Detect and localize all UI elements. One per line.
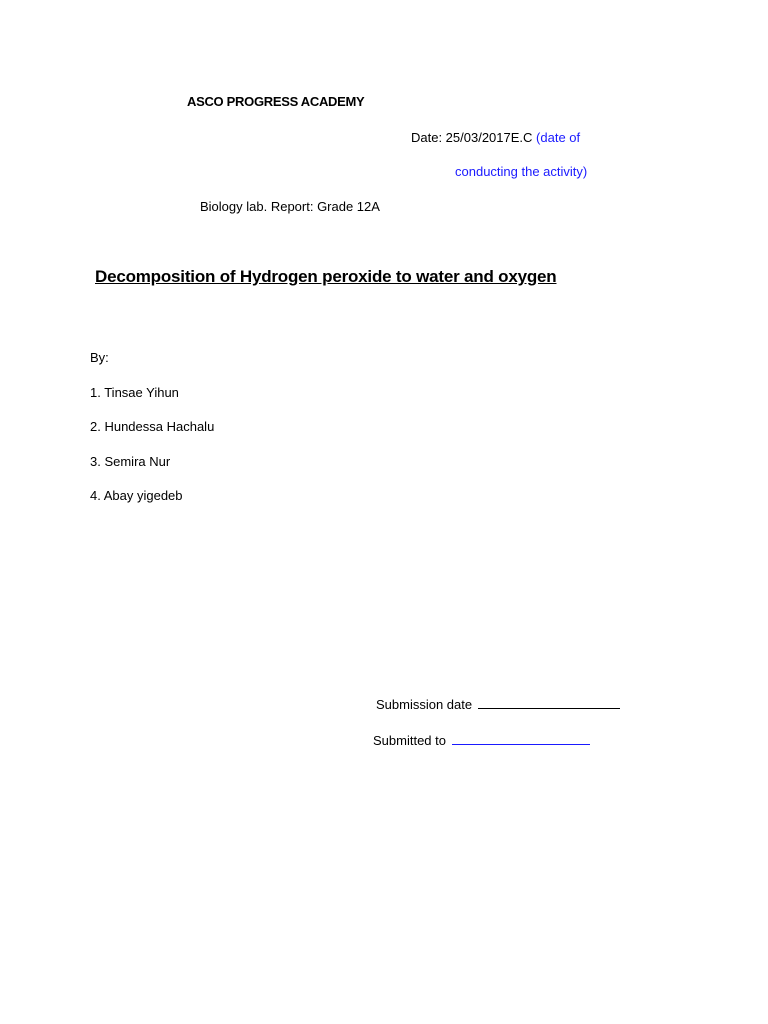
submitted-to-label: Submitted to xyxy=(373,733,446,748)
date-note-continuation: conducting the activity) xyxy=(455,164,588,179)
author-item: 3. Semira Nur xyxy=(90,454,171,469)
submitted-to-blank xyxy=(452,732,590,745)
submission-date-line xyxy=(376,696,620,713)
author-item: 4. Abay yigedeb xyxy=(90,488,183,503)
submission-date-blank xyxy=(478,696,620,709)
date-label: Date: 25/03/2017E.C xyxy=(411,130,533,145)
author-item: 2. Hundessa Hachalu xyxy=(90,419,215,434)
date-line xyxy=(411,130,580,146)
date-note-start xyxy=(536,130,580,145)
submitted-to-line xyxy=(373,732,590,749)
school-name: ASCO PROGRESS ACADEMY xyxy=(187,94,365,109)
submission-date-label: Submission date xyxy=(376,697,473,712)
date-note-part1: date of xyxy=(540,130,581,145)
authors-label: By: xyxy=(90,350,109,365)
report-title: Decomposition of Hydrogen peroxide to water and oxygen xyxy=(95,267,557,286)
date-note-paren: ( xyxy=(536,130,541,145)
author-item: 1. Tinsae Yihun xyxy=(90,385,179,400)
course-line: Biology lab. Report: Grade 12A xyxy=(200,199,380,214)
